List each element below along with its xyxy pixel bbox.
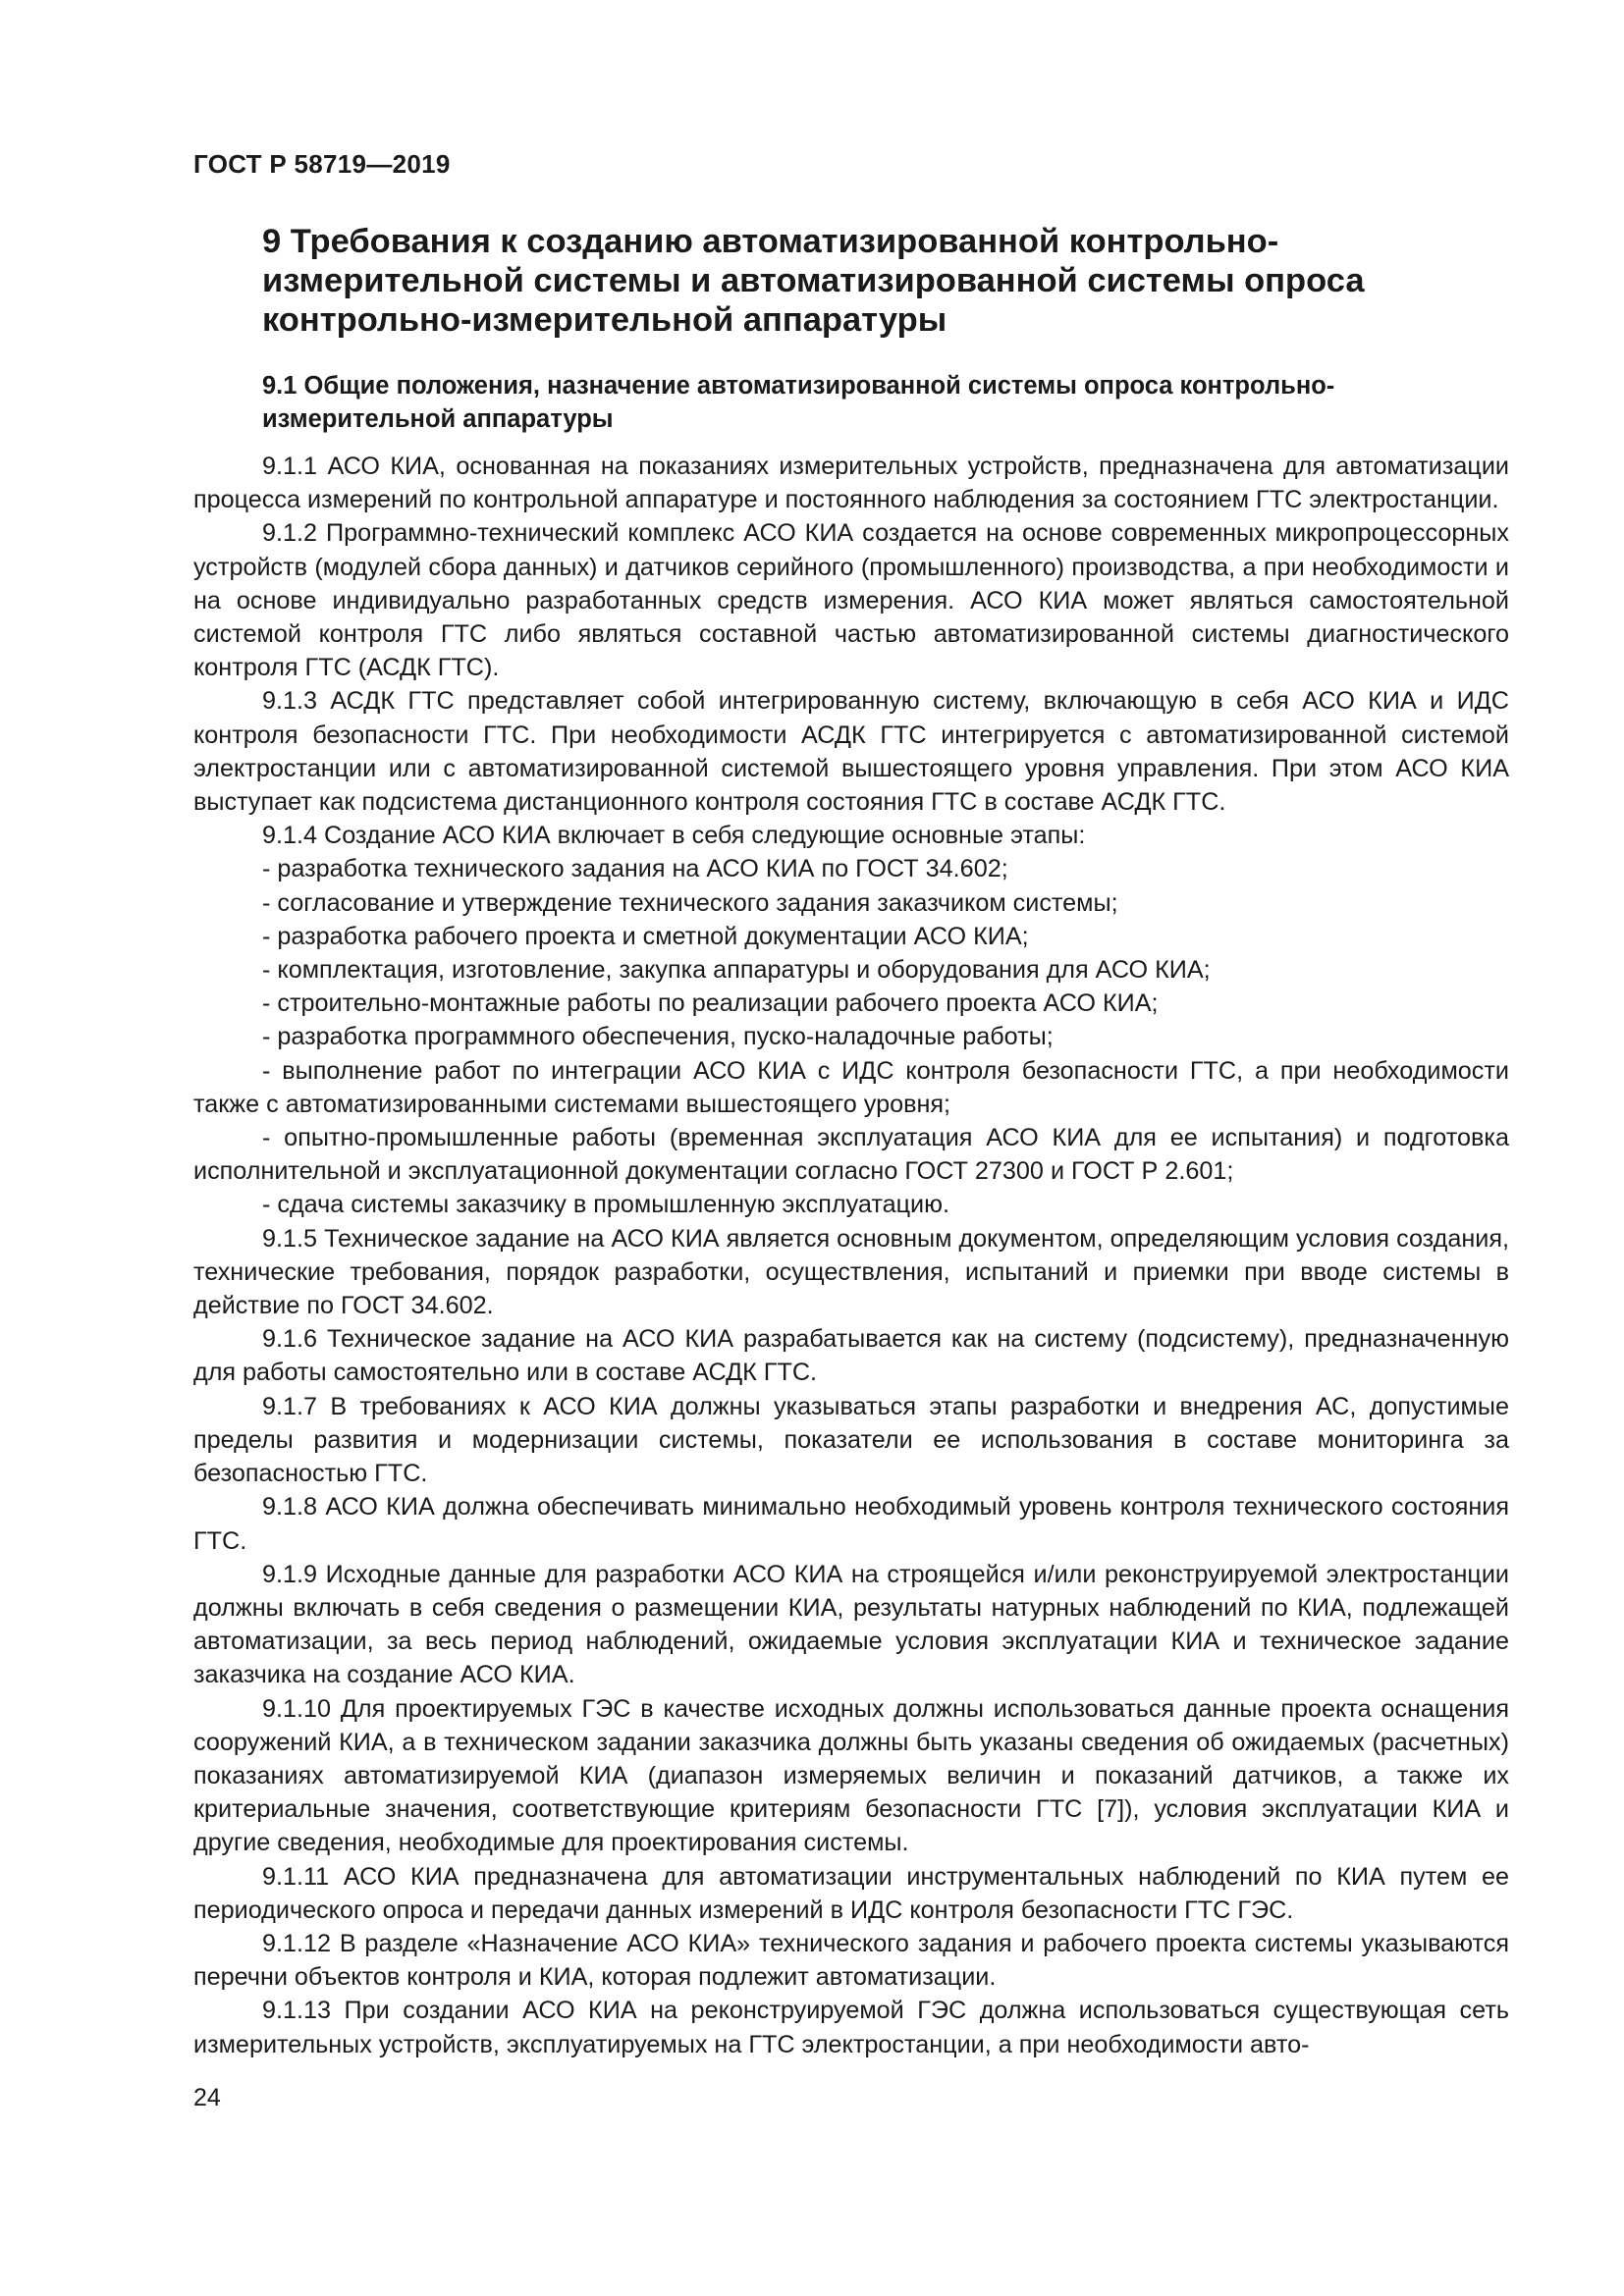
section-title: 9 Требования к созданию автоматизированной контрольно-измерительной системы и автоматизированной системы опроса контрольно-измерительной аппаратуры [262,223,1365,339]
subsection-title: 9.1 Общие положения, назначение автоматизированной системы опроса контрольно-измерительной аппаратуры [262,372,1335,433]
list-item: - разработка программного обеспечения, пуско-наладочные работы; [262,1023,1054,1051]
paragraph-9-1-5: 9.1.5 Техническое задание на АСО КИА является основным документом, определяющим условия создания, технические требования, порядок разработки, осуществления, испытаний и приемки при вводе системы в действие по ГОСТ 34.602. [193,1224,1509,1320]
list-item: - строительно-монтажные работы по реализации рабочего проекта АСО КИА; [262,989,1159,1018]
list-item: - опытно-промышленные работы (временная эксплуатация АСО КИА для ее испытания) и подготовка исполнительной и эксплуатационной документации согласно ГОСТ 27300 и ГОСТ Р 2.601; [193,1124,1509,1186]
section-body [193,450,1509,2061]
paragraph-9-1-1: 9.1.1 АСО КИА, основанная на показаниях измерительных устройств, предназначена для автоматизации процесса измерений по контрольной аппаратуре и постоянного наблюдения за состоянием ГТС электростанции. [193,453,1509,514]
paragraph-9-1-13: 9.1.13 При создании АСО КИА на реконструируемой ГЭС должна использоваться существующая сеть измерительных устройств, эксплуатируемых на ГТС электростанции, а при необходимости авто- [193,1997,1509,2058]
paragraph-9-1-12: 9.1.12 В разделе «Назначение АСО КИА» технического задания и рабочего проекта системы указываются перечни объектов контроля и КИА, которая подлежит автоматизации. [193,1929,1509,1992]
list-item: - сдача системы заказчику в промышленную эксплуатацию. [262,1191,950,1219]
page-number: 24 [193,2084,221,2111]
paragraph-9-1-7: 9.1.7 В требованиях к АСО КИА должны указываться этапы разработки и внедрения АС, допустимые пределы развития и модернизации системы, показатели ее использования в составе мониторинга за безопасностью ГТС. [193,1392,1509,1488]
paragraph-9-1-3: 9.1.3 АСДК ГТС представляет собой интегрированную систему, включающую в себя АСО КИА и ИДС контроля безопасности ГТС. При необходимости АСДК ГТС интегрируется с автоматизированной системой электростанции или с автоматизированной системой вышестоящего уровня управления. При этом АСО КИА выступает как подсистема дистанционного контроля состояния ГТС в составе АСДК ГТС. [193,687,1509,817]
main-content [193,222,1509,2061]
paragraph-9-1-11: 9.1.11 АСО КИА предназначена для автоматизации инструментальных наблюдений по КИА путем ее периодического опроса и передачи данных измерений в ИДС контроля безопасности ГТС ГЭС. [193,1862,1509,1924]
paragraph-9-1-2: 9.1.2 Программно-технический комплекс АСО КИА создается на основе современных микропроцессорных устройств (модулей сбора данных) и датчиков серийного (промышленного) производства, а при необходимости и на основе индивидуально разработанных средств измерения. АСО КИА может являться самостоятельной системой контроля ГТС либо являться составной частью автоматизированной системы диагностического контроля ГТС (АСДК ГТС). [193,519,1509,682]
list-item: - выполнение работ по интеграции АСО КИА с ИДС контроля безопасности ГТС, а при необходимости также с автоматизированными системами вышестоящего уровня; [193,1056,1509,1118]
list-item: - разработка технического задания на АСО КИА по ГОСТ 34.602; [262,855,1008,883]
paragraph-9-1-6: 9.1.6 Техническое задание на АСО КИА разрабатывается как на систему (подсистему), предназначенную для работы самостоятельно или в составе АСДК ГТС. [193,1325,1509,1387]
document-header-code: ГОСТ Р 58719—2019 [193,149,451,179]
paragraph-9-1-10: 9.1.10 Для проектируемых ГЭС в качестве исходных должны использоваться данные проекта оснащения сооружений КИА, а в техническом задании заказчика должны быть указаны сведения об ожидаемых (расчетных) показаниях автоматизируемой КИА (диапазон измеряемых величин и показаний датчиков, а также их критериальные значения, соответствующие критериям безопасности ГТС [7]), условия эксплуатации КИА и другие сведения, необходимые для проектирования системы. [193,1694,1509,1857]
paragraph-9-1-9: 9.1.9 Исходные данные для разработки АСО КИА на строящейся и/или реконструируемой электростанции должны включать в себя сведения о размещении КИА, результаты натурных наблюдений по КИА, подлежащей автоматизации, за весь период наблюдений, ожидаемые условия эксплуатации КИА и техническое задание заказчика на создание АСО КИА. [193,1560,1509,1689]
list-item: - согласование и утверждение технического задания заказчиком системы; [262,888,1118,917]
list-item: - разработка рабочего проекта и сметной документации АСО КИА; [262,922,1029,950]
paragraph-9-1-8: 9.1.8 АСО КИА должна обеспечивать минимально необходимый уровень контроля технического состояния ГТС. [193,1493,1509,1555]
paragraph-9-1-4: 9.1.4 Создание АСО КИА включает в себя следующие основные этапы: [262,822,1086,850]
list-item: - комплектация, изготовление, закупка аппаратуры и оборудования для АСО КИА; [262,956,1211,985]
